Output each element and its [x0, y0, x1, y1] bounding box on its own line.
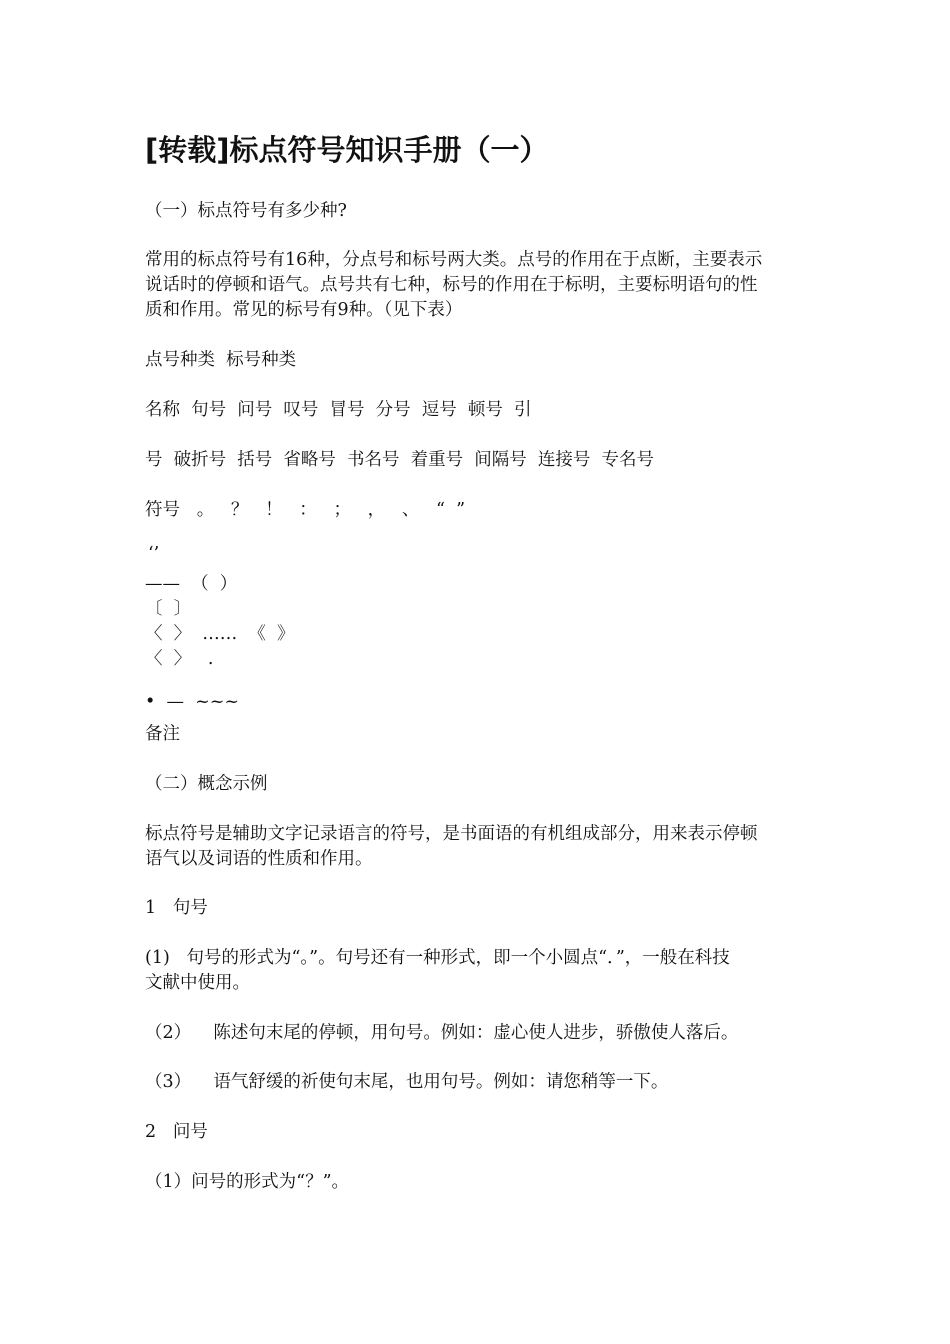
item-1-point-1-line-2: 文献中使用。 — [145, 973, 250, 993]
document-title: [转载]标点符号知识手册（一） — [145, 133, 549, 167]
section-1-paragraph-line-1: 常用的标点符号有16种，分点号和标号两大类。点号的作用在于点断，主要表示 — [145, 250, 763, 270]
symbol-angle-ellipsis-book: 〈 〉 …… 《 》 — [145, 624, 295, 644]
table-symbols-row: 符号 。 ？ ！ ： ； ， 、 “ ” — [145, 500, 466, 520]
table-names-row-1: 名称 句号 问号 叹号 冒号 分号 逗号 顿号 引 — [145, 400, 532, 420]
section-1-paragraph-line-3: 质和作用。常见的标号有9种。（见下表） — [145, 300, 463, 320]
section-2-heading: （二）概念示例 — [145, 774, 268, 794]
item-2-heading: 2 问号 — [145, 1122, 208, 1142]
section-2-paragraph-line-1: 标点符号是辅助文字记录语言的符号，是书面语的有机组成部分，用来表示停顿 — [145, 824, 758, 844]
table-names-row-2: 号 破折号 括号 省略号 书名号 着重号 间隔号 连接号 专名号 — [145, 450, 655, 470]
item-1-point-2: （2） 陈述句末尾的停顿，用句号。例如：虚心使人进步，骄傲使人落后。 — [145, 1023, 739, 1043]
section-1-heading: （一）标点符号有多少种? — [145, 201, 347, 221]
section-1-paragraph-line-2: 说话时的停顿和语气。点号共有七种，标号的作用在于标明，主要标明语句的性 — [145, 275, 758, 295]
symbol-single-quotes: ‘’ — [148, 544, 160, 564]
section-2-paragraph-line-2: 语气以及词语的性质和作用。 — [145, 849, 373, 869]
item-1-heading: 1 句号 — [145, 898, 208, 918]
symbol-angle-dot: 〈 〉 . — [145, 649, 214, 669]
symbol-interpunct-dash-wave: • — ~~~ — [145, 692, 240, 712]
item-1-point-3: （3） 语气舒缓的祈使句末尾，也用句号。例如：请您稍等一下。 — [145, 1072, 669, 1092]
table-header-row: 点号种类 标号种类 — [145, 350, 297, 370]
item-2-point-1: （1）问号的形式为“？”。 — [145, 1172, 350, 1192]
symbol-dash-parens: —— （ ） — [145, 574, 238, 594]
item-1-point-1-line-1: (1) 句号的形式为“。”。句号还有一种形式，即一个小圆点“．”，一般在科技 — [145, 948, 730, 968]
symbol-square-brackets: 〔 〕 — [145, 599, 192, 619]
table-remark: 备注 — [145, 724, 180, 744]
